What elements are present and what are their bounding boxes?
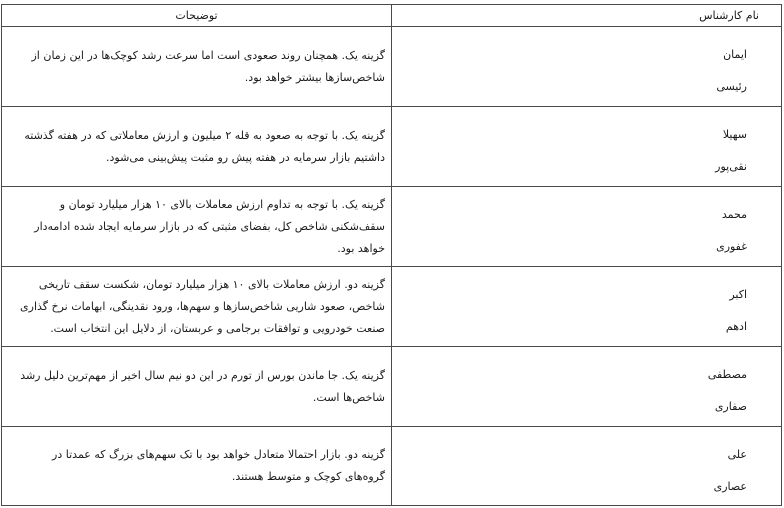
expert-name-cell <box>392 347 782 427</box>
expert-first-name: اکبر <box>729 288 747 301</box>
expert-first-name: علی <box>727 448 747 461</box>
expert-name-column-header: نام کارشناس <box>392 5 782 27</box>
expert-last-name: نقی‌پور <box>715 160 747 173</box>
expert-first-name: مصطفی <box>707 368 747 381</box>
expert-first-name: سهیلا <box>722 128 747 141</box>
table-row <box>2 187 782 267</box>
expert-comment-cell: گزینه یک. همچنان روند صعودی است اما سرعت رشد کوچک‌ها در این زمان از شاخص‌سازها بیشتر خواهد بود. <box>2 27 392 107</box>
table-header-row <box>2 5 782 27</box>
expert-last-name: عصاری <box>713 480 747 493</box>
expert-last-name: صفاری <box>714 400 747 413</box>
expert-last-name: رئیسی <box>716 80 747 93</box>
table-row <box>2 27 782 107</box>
table-row <box>2 427 782 506</box>
expert-name-cell <box>392 267 782 347</box>
expert-name-cell <box>392 27 782 107</box>
expert-comment-cell: گزینه یک. جا ماندن بورس از تورم در این دو نیم سال اخیر از مهم‌ترین دلیل رشد شاخص‌ها است. <box>2 347 392 427</box>
table-body <box>2 27 782 506</box>
expert-name-cell <box>392 187 782 267</box>
expert-first-name: محمد <box>721 208 747 221</box>
comment-column-header: توضیحات <box>2 5 392 27</box>
expert-name-cell <box>392 427 782 506</box>
table-row <box>2 107 782 187</box>
table-row <box>2 267 782 347</box>
expert-comment-cell: گزینه دو. بازار احتمالا متعادل خواهد بود با تک سهم‌های بزرگ که عمدتا در گروه‌های کوچک و متوسط هستند. <box>2 427 392 506</box>
expert-last-name: غفوری <box>716 240 747 253</box>
expert-opinions-table <box>1 4 782 506</box>
table-row <box>2 347 782 427</box>
expert-first-name: ایمان <box>723 48 747 61</box>
expert-comment-cell: گزینه دو. ارزش معاملات بالای ۱۰ هزار میلیارد تومان، شکست سقف تاریخی شاخص، صعود شاریی شاخص‌سازها و سهم‌ها، ورود نقدینگی، ابهامات نرخ گذاری صنعت خودرویی و توافقات برجامی و عربستان، از دلایل این انتخاب است. <box>2 267 392 347</box>
expert-last-name: ادهم <box>725 320 747 333</box>
expert-comment-cell: گزینه یک. با توجه به صعود به قله ۲ میلیون و ارزش معاملاتی که در هفته گذشته داشتیم بازار سرمایه در هفته پیش رو مثبت پیش‌بینی می‌شود. <box>2 107 392 187</box>
expert-name-cell <box>392 107 782 187</box>
expert-comment-cell: گزینه یک. با توجه به تداوم ارزش معاملات بالای ۱۰ هزار میلیارد تومان و سقف‌شکنی شاخص کل، بفضای مثبتی که در بازار سرمایه ایجاد شده ادامه‌دار خواهد بود. <box>2 187 392 267</box>
